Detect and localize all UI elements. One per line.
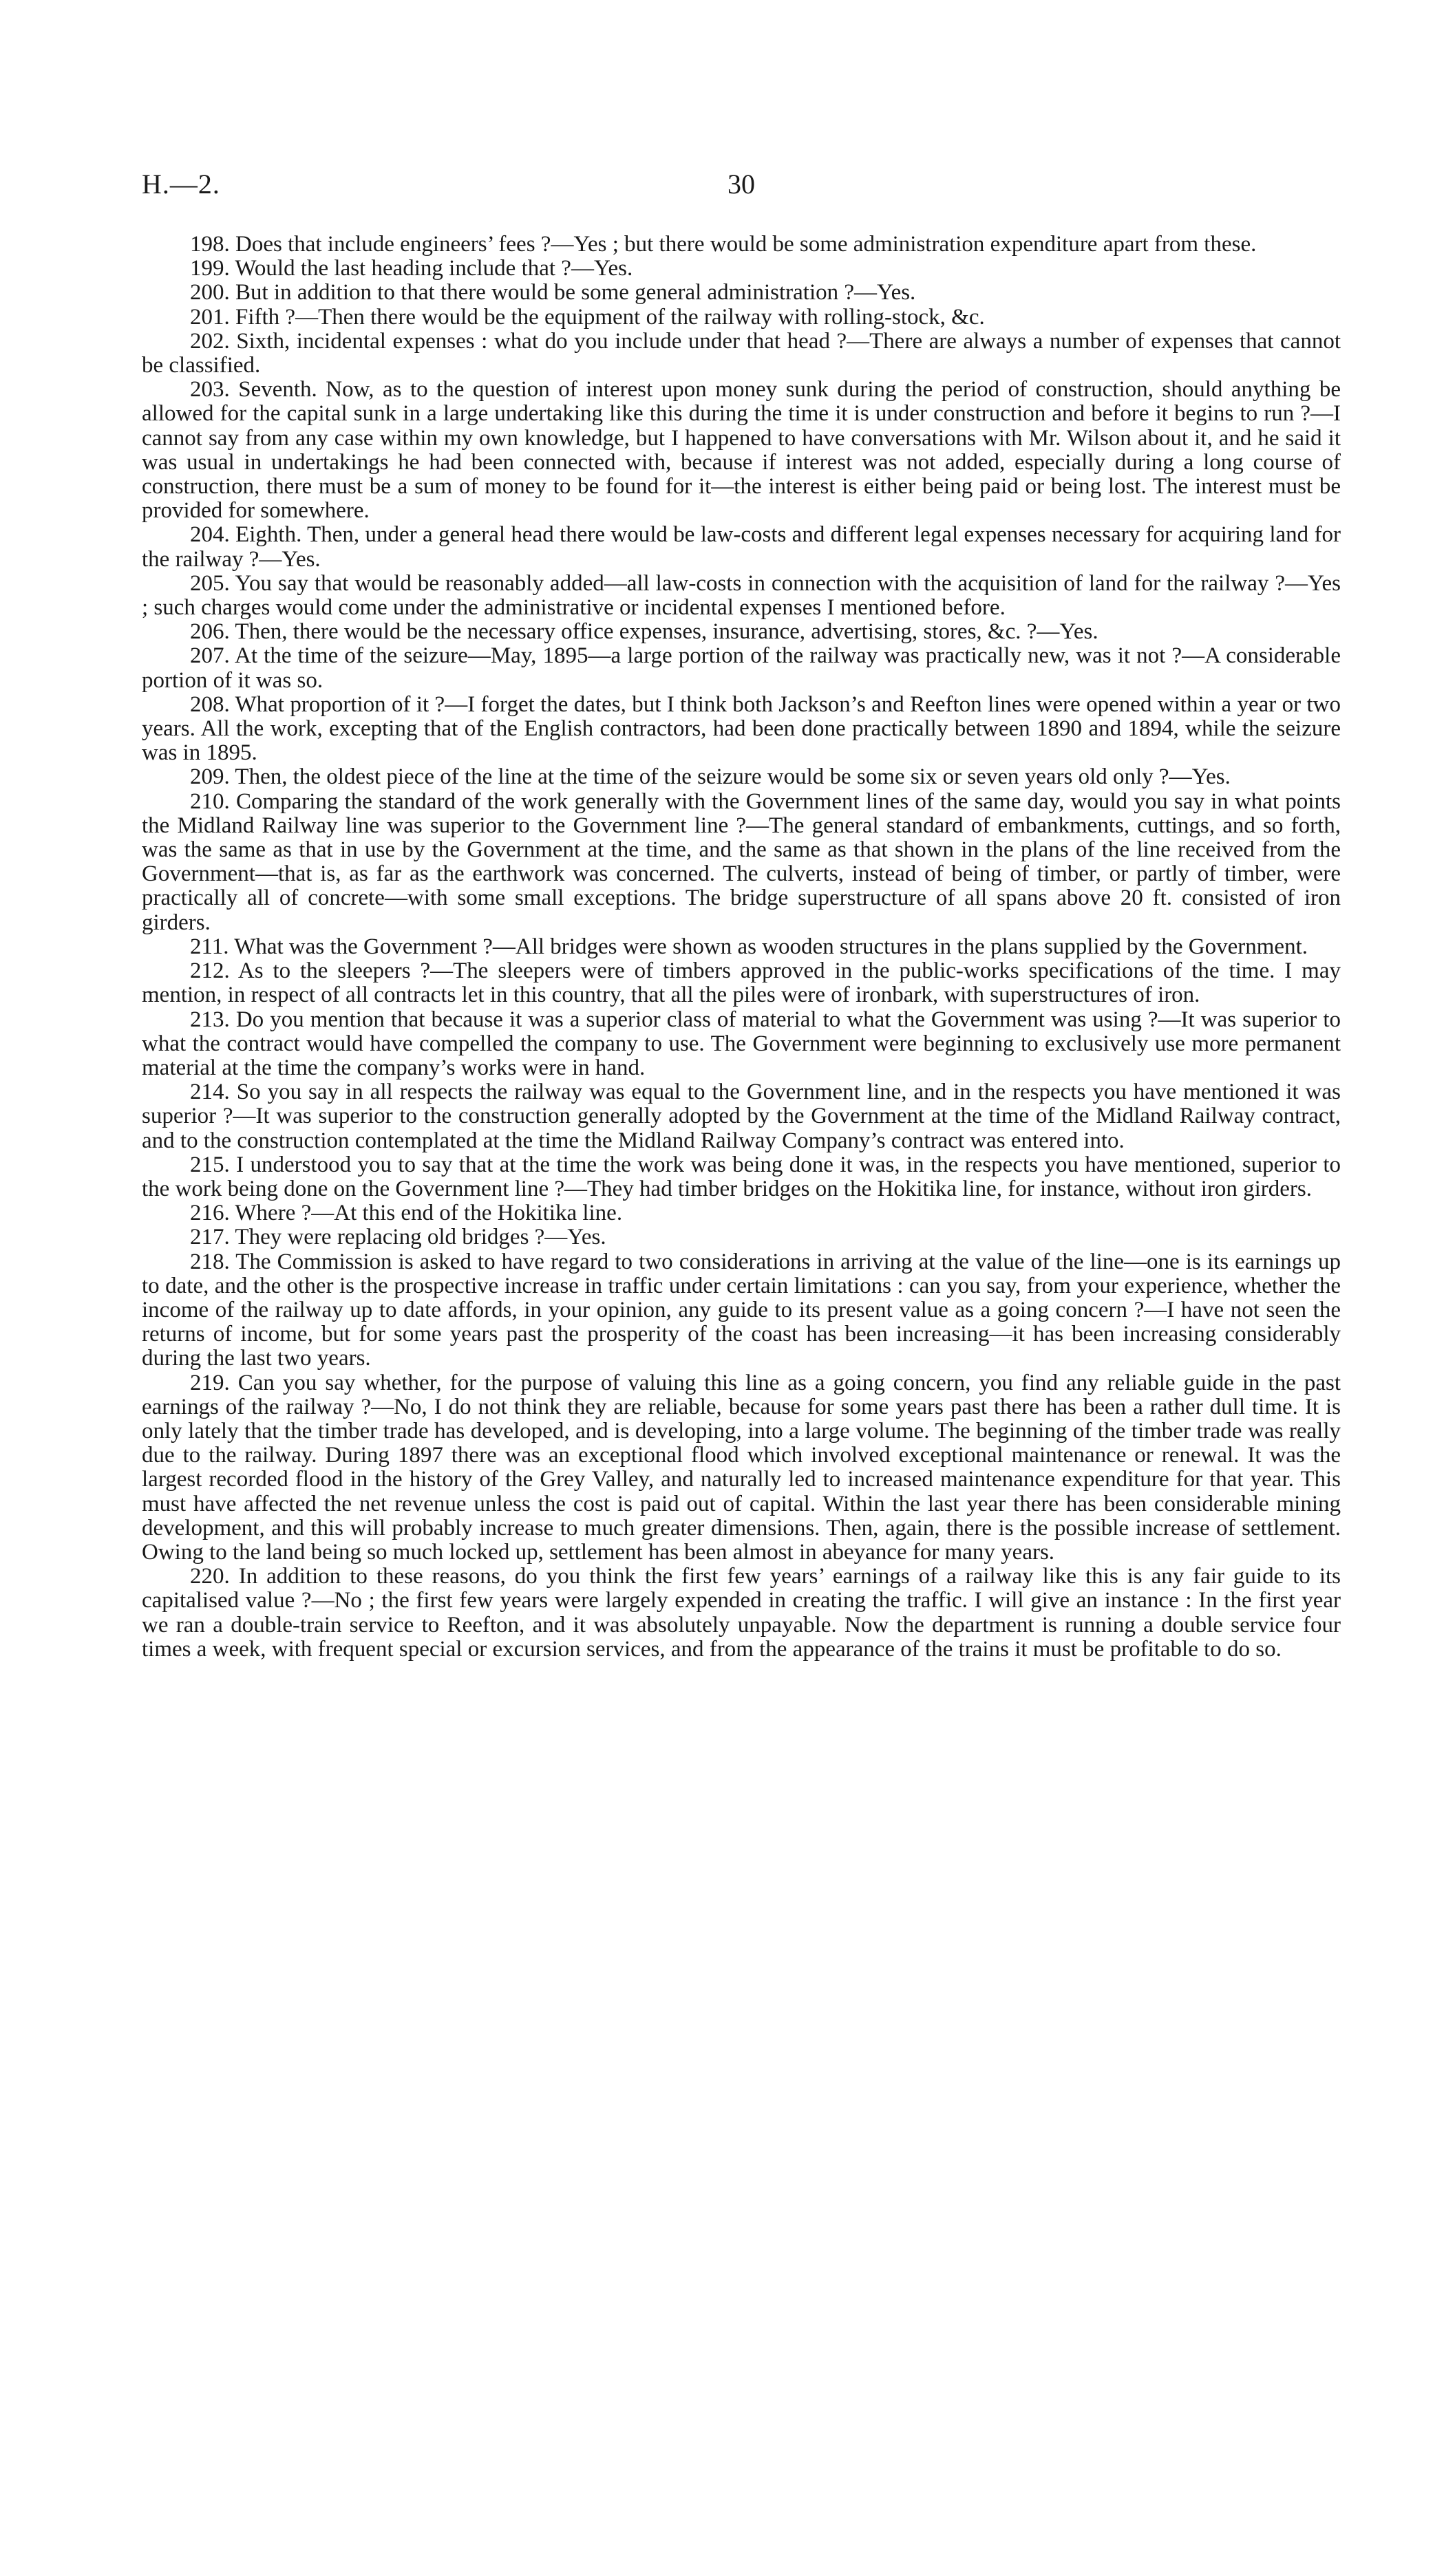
paragraph-text: What was the Government ?—All bridges were shown as wooden structures in the plans supplied by the Government. [234,934,1308,959]
paragraph-text: Where ?—At this end of the Hokitika line. [235,1201,623,1226]
paragraph-number: 206. [190,619,230,645]
page-header [142,164,1341,205]
paragraph-number: 214. [190,1080,230,1105]
paragraph [142,378,1341,523]
paragraph-text: I understood you to say that at the time the work was being done it was, in the respects you have mentioned, superior to the work being done on the Government line ?—They had timber bridges on the Hokitika line, for instance, without iron girders. [142,1152,1341,1201]
paragraph-number: 210. [190,788,230,814]
paragraph-number: 198. [190,232,230,257]
paragraph-number: 220. [190,1564,230,1589]
paragraph [142,644,1341,692]
paragraph-number: 212. [190,958,230,984]
paragraph-text: What proportion of it ?—I forget the dates, but I think both Jackson’s and Reefton lines were opened within a year or two years. All the work, excepting that of the English contractors, had been done practically between 1890 and 1894, while the seizure was in 1895. [142,691,1341,766]
paragraph [142,523,1341,571]
paragraph-text: As to the sleepers ?—The sleepers were of timbers approved in the public-works specifications of the time. I may mention, in respect of all contracts let in this country, that all the piles were of ironbark, with superstructures of iron. [142,958,1341,1008]
paragraph [142,935,1341,959]
paragraph-text: Comparing the standard of the work generally with the Government lines of the same day, would you say in what points the Midland Railway line was superior to the Government line ?—The general standard of embankments, cuttings, and so forth, was the same as that in use by the Government at the time, and the same as that shown in the plans of the line received from the Government—that is, as far as the earthwork was concerned. The culverts, instead of being of timber, or partly of timber, were practically all of concrete—with some small exceptions. The bridge superstructure of all spans above 20 ft. consisted of iron girders. [142,788,1341,935]
document-code: H.—2. [142,169,220,200]
paragraph-number: 211. [190,934,229,959]
paragraph [142,620,1341,644]
paragraph [142,1153,1341,1201]
paragraph-text: Seventh. Now, as to the question of interest upon money sunk during the period of construction, should anything be allowed for the capital sunk in a large undertaking like this during the time it is under construction and before it begins to run ?—I cannot say from any case within my own knowledge, but I happened to have conversations with Mr. Wilson about it, and he said it was usual in undertakings he had been connected with, because if interest was not added, especially during a long course of construction, there must be a sum of money to be found for it—the interest is either being paid or being lost. The interest must be provided for somewhere. [142,377,1341,524]
paragraph [142,257,1341,281]
paragraph [142,1565,1341,1662]
paragraph-number: 216. [190,1201,230,1226]
paragraph-number: 200. [190,280,230,305]
paragraph-number: 219. [190,1370,230,1395]
paragraph [142,1371,1341,1565]
paragraph-text: Sixth, incidental expenses : what do you include under that head ?—There are always a number of expenses that cannot be classified. [142,328,1341,378]
paragraph [142,693,1341,766]
paragraph [142,233,1341,257]
paragraph-text: Fifth ?—Then there would be the equipment of the railway with rolling-stock, &c. [235,304,985,330]
paragraph [142,572,1341,620]
page-number: 30 [728,169,755,200]
paragraph-number: 207. [190,643,230,669]
paragraph-number: 204. [190,522,230,548]
paragraph-number: 217. [190,1225,230,1250]
paragraph [142,330,1341,378]
testimony-body [142,233,1341,1662]
paragraph-text: At the time of the seizure—May, 1895—a large portion of the railway was practically new, was it not ?—A considerable portion of it was so. [142,643,1341,693]
paragraph-text: In addition to these reasons, do you think the first few years’ earnings of a railway like this is any fair guide to its capitalised value ?—No ; the first few years were largely expended in creating the traffic. I will give an instance : In the first year we ran a double-train service to Reefton, and it was absolutely unpayable. Now the department is running a double service four times a week, with frequent special or excursion services, and from the appearance of the trains it must be profitable to do so. [142,1564,1341,1662]
paragraph-number: 218. [190,1249,230,1274]
paragraph [142,1250,1341,1371]
paragraph [142,1225,1341,1249]
paragraph-number: 209. [190,764,230,790]
paragraph [142,959,1341,1007]
paragraph-number: 208. [190,691,230,717]
paragraph-text: They were replacing old bridges ?—Yes. [235,1225,606,1250]
paragraph-number: 203. [190,377,230,402]
paragraph [142,305,1341,330]
paragraph-number: 202. [190,328,230,354]
paragraph-number: 213. [190,1007,230,1032]
paragraph-text: Does that include engineers’ fees ?—Yes ; but there would be some administration expenditure apart from these. [235,232,1257,257]
paragraph [142,765,1341,789]
paragraph [142,281,1341,305]
paragraph-text: You say that would be reasonably added—all law-costs in connection with the acquisition of land for the railway ?—Yes ; such charges would come under the administrative or incidental expenses I mentioned before. [142,570,1341,621]
paragraph-text: So you say in all respects the railway was equal to the Government line, and in the respects you have mentioned it was superior ?—It was superior to the construction generally adopted by the Government at the time of the Midland Railway contract, and to the construction contemplated at the time the Midland Railway Company’s contract was entered into. [142,1080,1341,1153]
paragraph-number: 215. [190,1152,230,1177]
paragraph-number: 205. [190,570,230,596]
paragraph-text: The Commission is asked to have regard to two considerations in arriving at the value of the line—one is its earnings up to date, and the other is the prospective increase in traffic under certain limitations : can you say, from your experience, whether the income of the railway up to date affords, in your opinion, any guide to its present value as a going concern ?—I have not seen the returns of income, but for some years past the prosperity of the coast has been increasing—it has been increasing considerably during the last two years. [142,1249,1341,1371]
paragraph-text: Eighth. Then, under a general head there would be law-costs and different legal expenses necessary for acquiring land for the railway ?—Yes. [142,522,1341,572]
paragraph-number: 199. [190,256,230,281]
paragraph-number: 201. [190,304,230,330]
paragraph-text: Then, the oldest piece of the line at the time of the seizure would be some six or seven years old only ?—Yes. [235,764,1231,790]
paragraph-text: Then, there would be the necessary office expenses, insurance, advertising, stores, &c. ?—Yes. [235,619,1098,645]
paragraph-text: Can you say whether, for the purpose of valuing this line as a going concern, you find any reliable guide in the past earnings of the railway ?—No, I do not think they are reliable, because for some years past there has been a rather dull time. It is only lately that the timber trade has developed, and is developing, into a large volume. The beginning of the timber trade was really due to the railway. During 1897 there was an exceptional flood which involved exceptional maintenance or renewal. It was the largest recorded flood in the history of the Grey Valley, and naturally led to increased maintenance expenditure for that year. This must have affected the net revenue unless the cost is paid out of capital. Within the last year there has been considerable mining development, and this will probably increase to much greater dimensions. Then, again, there is the possible increase of settlement. Owing to the land being so much locked up, settlement has been almost in abeyance for many years. [142,1370,1341,1565]
paragraph-text: But in addition to that there would be some general administration ?—Yes. [235,280,916,305]
paragraph-text: Would the last heading include that ?—Yes. [235,256,633,281]
paragraph [142,1008,1341,1081]
paragraph [142,790,1341,935]
paragraph [142,1080,1341,1153]
paragraph [142,1201,1341,1225]
paragraph-text: Do you mention that because it was a superior class of material to what the Government was using ?—It was superior to what the contract would have compelled the company to use. The Government were beginning to exclusively use more permanent material at the time the company’s works were in hand. [142,1007,1341,1080]
